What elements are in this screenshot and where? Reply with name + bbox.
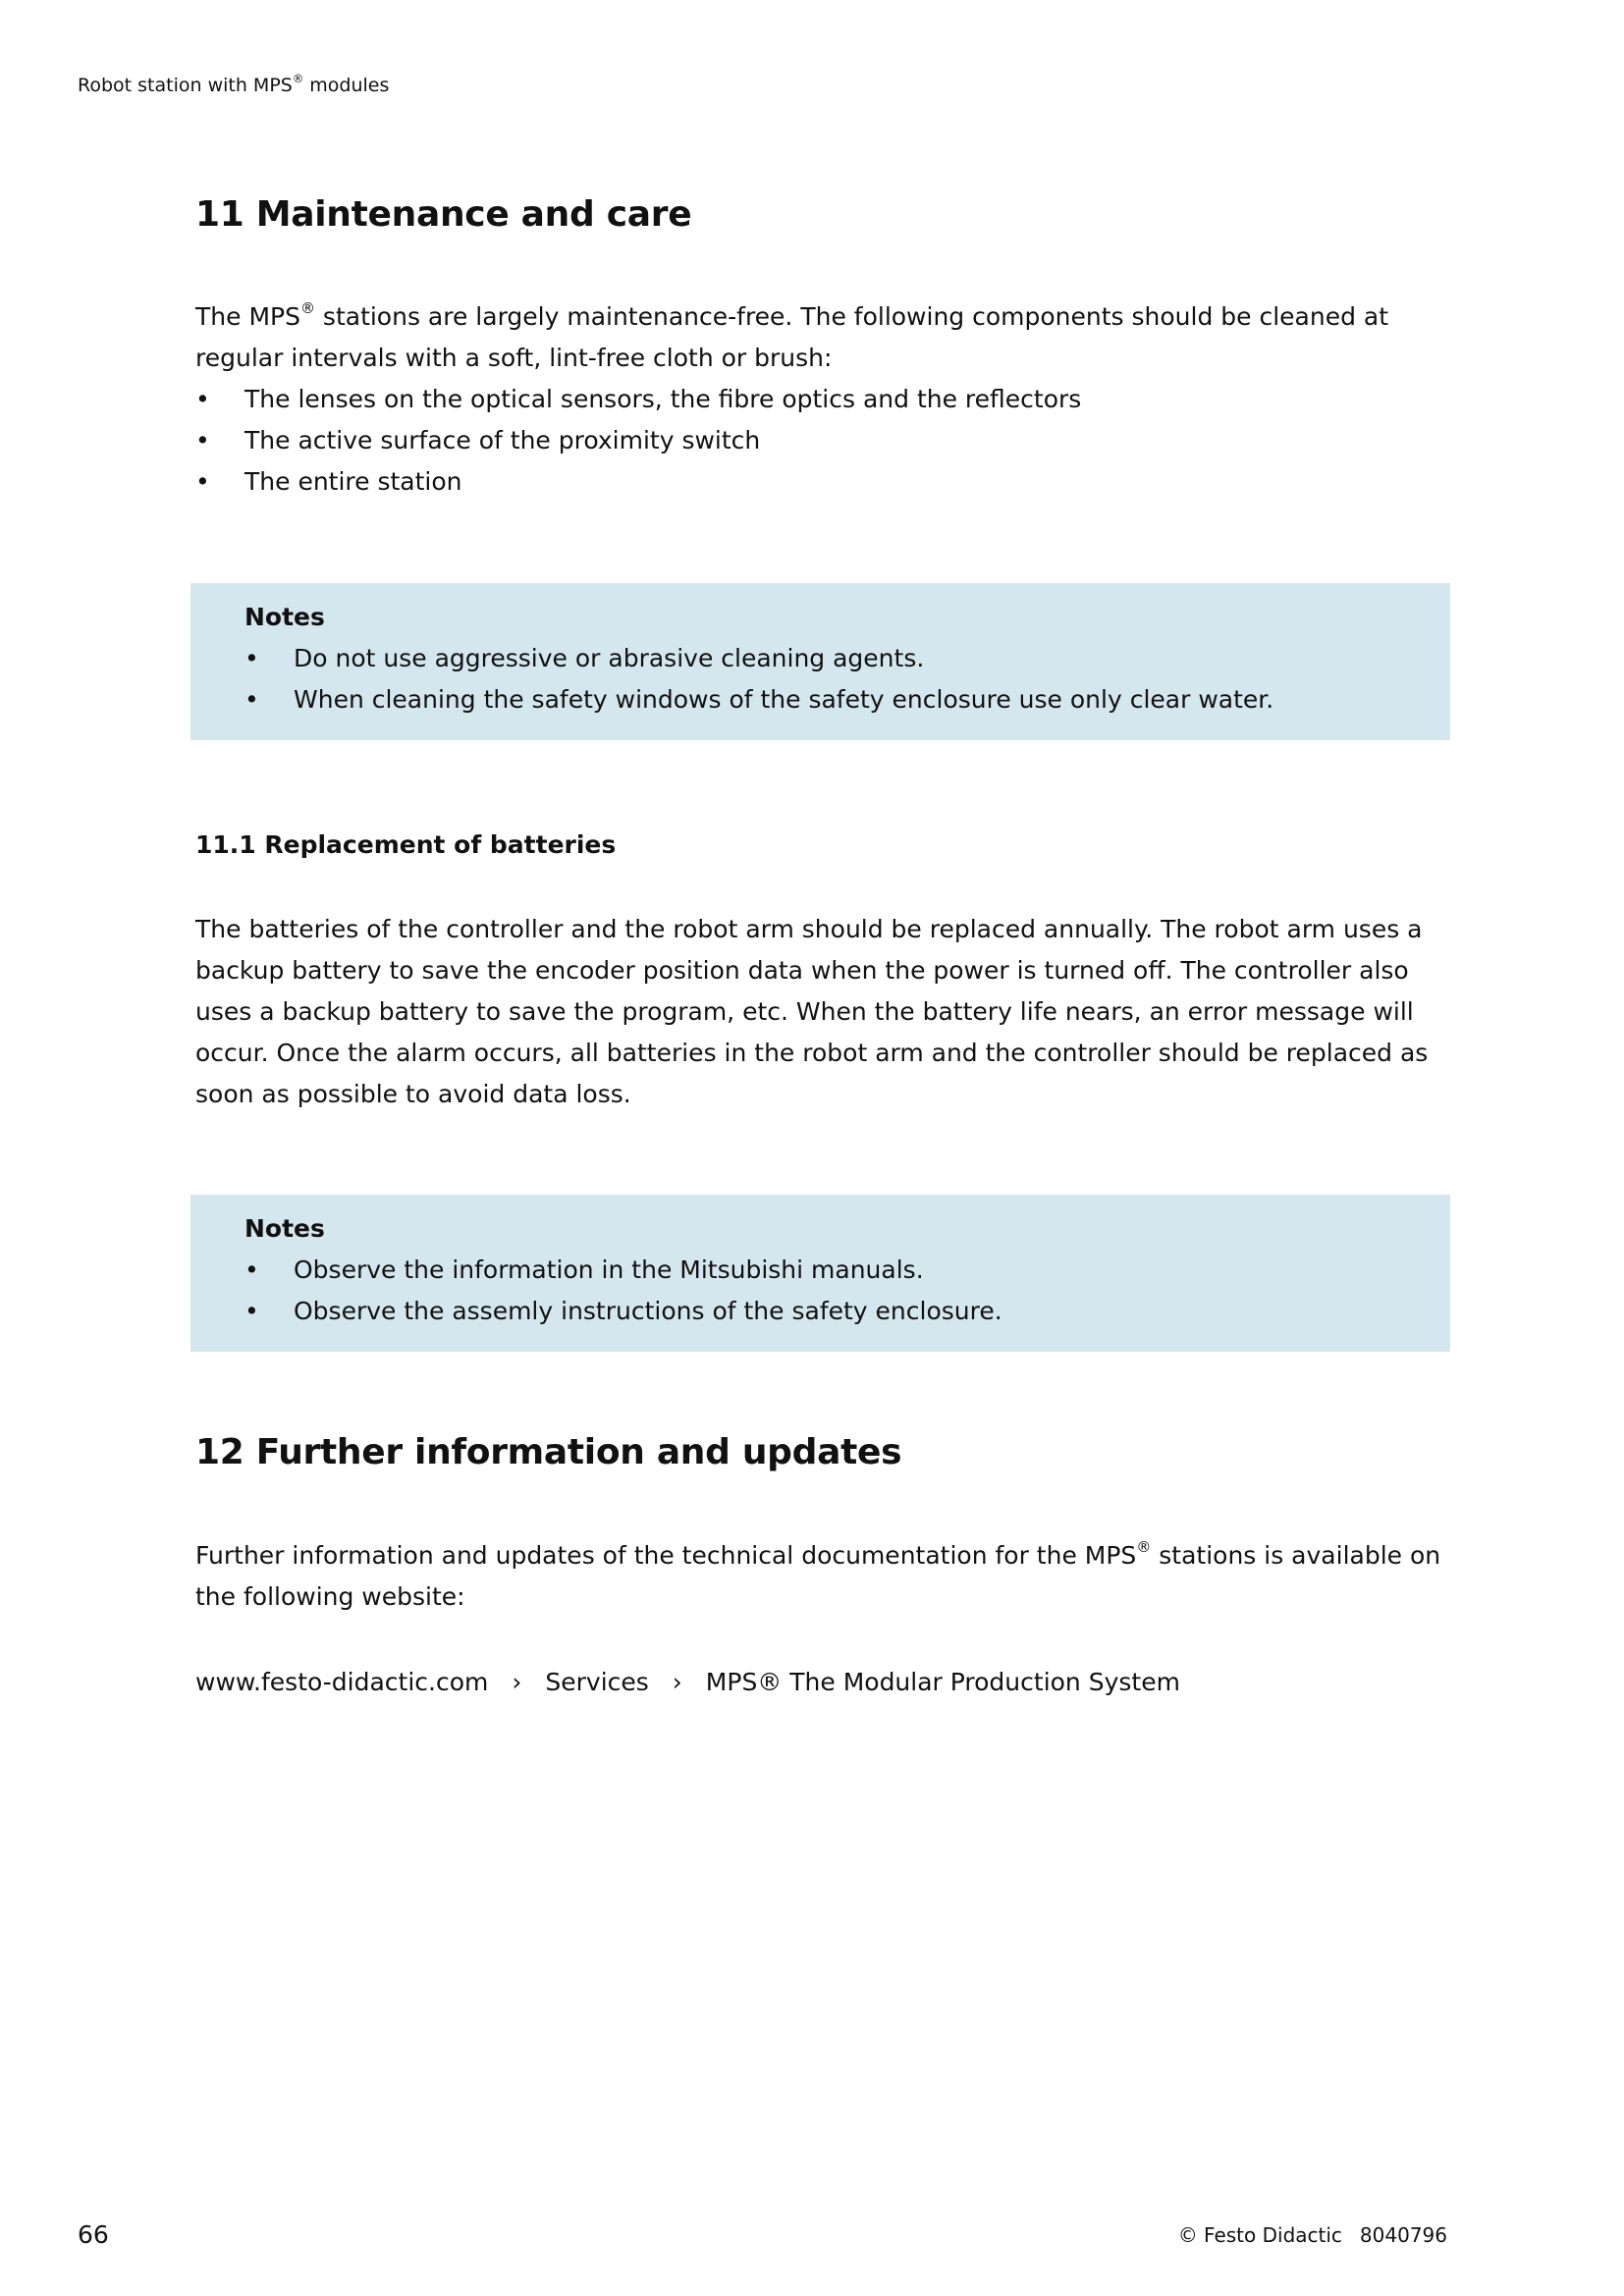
section-11-1-heading: 11.1 Replacement of batteries: [195, 830, 617, 859]
section-11-intro: The MPS® stations are largely maintenance-free. The following components should be cleaned at regular intervals with a soft, lint-free cloth or brush:: [195, 299, 1389, 372]
list-item: • The entire station: [195, 461, 1081, 503]
breadcrumb-separator-icon: ›: [672, 1668, 682, 1696]
notes-box-cleaning: [190, 583, 1450, 740]
footer-copyright: © Festo Didactic 8040796: [1177, 2223, 1447, 2247]
breadcrumb-services[interactable]: Services: [545, 1668, 649, 1696]
document-number: 8040796: [1359, 2223, 1447, 2247]
note-item: • Do not use aggressive or abrasive cleaning agents.: [244, 638, 1273, 679]
notes-list: [244, 1250, 1002, 1332]
list-item: • The active surface of the proximity switch: [195, 420, 1081, 461]
notes-title: Notes: [244, 603, 325, 631]
notes-list: [244, 638, 1273, 721]
batteries-paragraph: The batteries of the controller and the robot arm should be replaced annually. The robot arm uses a backup battery to save the encoder position data when the power is turned off. The controller also uses a backup battery to save the program, etc. When the battery life nears, an error message will occur. Once the alarm occurs, all batteries in the robot arm and the controller should be replaced as soon as possible to avoid data loss.: [195, 915, 1429, 1108]
breadcrumb-website[interactable]: www.festo-didactic.com: [195, 1668, 489, 1696]
breadcrumb-mps[interactable]: MPS® The Modular Production System: [705, 1668, 1180, 1696]
notes-box-batteries: [190, 1195, 1450, 1352]
running-header: Robot station with MPS® modules: [78, 71, 390, 96]
notes-title: Notes: [244, 1214, 325, 1243]
cleaning-components-list: [195, 379, 1081, 503]
section-12-paragraph: Further information and updates of the technical documentation for the MPS® stations is available on the following website:: [195, 1538, 1441, 1611]
note-item: • Observe the assemly instructions of the safety enclosure.: [244, 1291, 1002, 1332]
website-breadcrumb: [195, 1662, 1180, 1703]
section-11-heading: 11 Maintenance and care: [195, 194, 692, 235]
section-12-heading: 12 Further information and updates: [195, 1432, 902, 1472]
list-item: • The lenses on the optical sensors, the fibre optics and the reflectors: [195, 379, 1081, 420]
page-number: 66: [78, 2220, 109, 2249]
note-item: • Observe the information in the Mitsubishi manuals.: [244, 1250, 1002, 1291]
note-item: • When cleaning the safety windows of the safety enclosure use only clear water.: [244, 679, 1273, 721]
breadcrumb-separator-icon: ›: [512, 1668, 522, 1696]
